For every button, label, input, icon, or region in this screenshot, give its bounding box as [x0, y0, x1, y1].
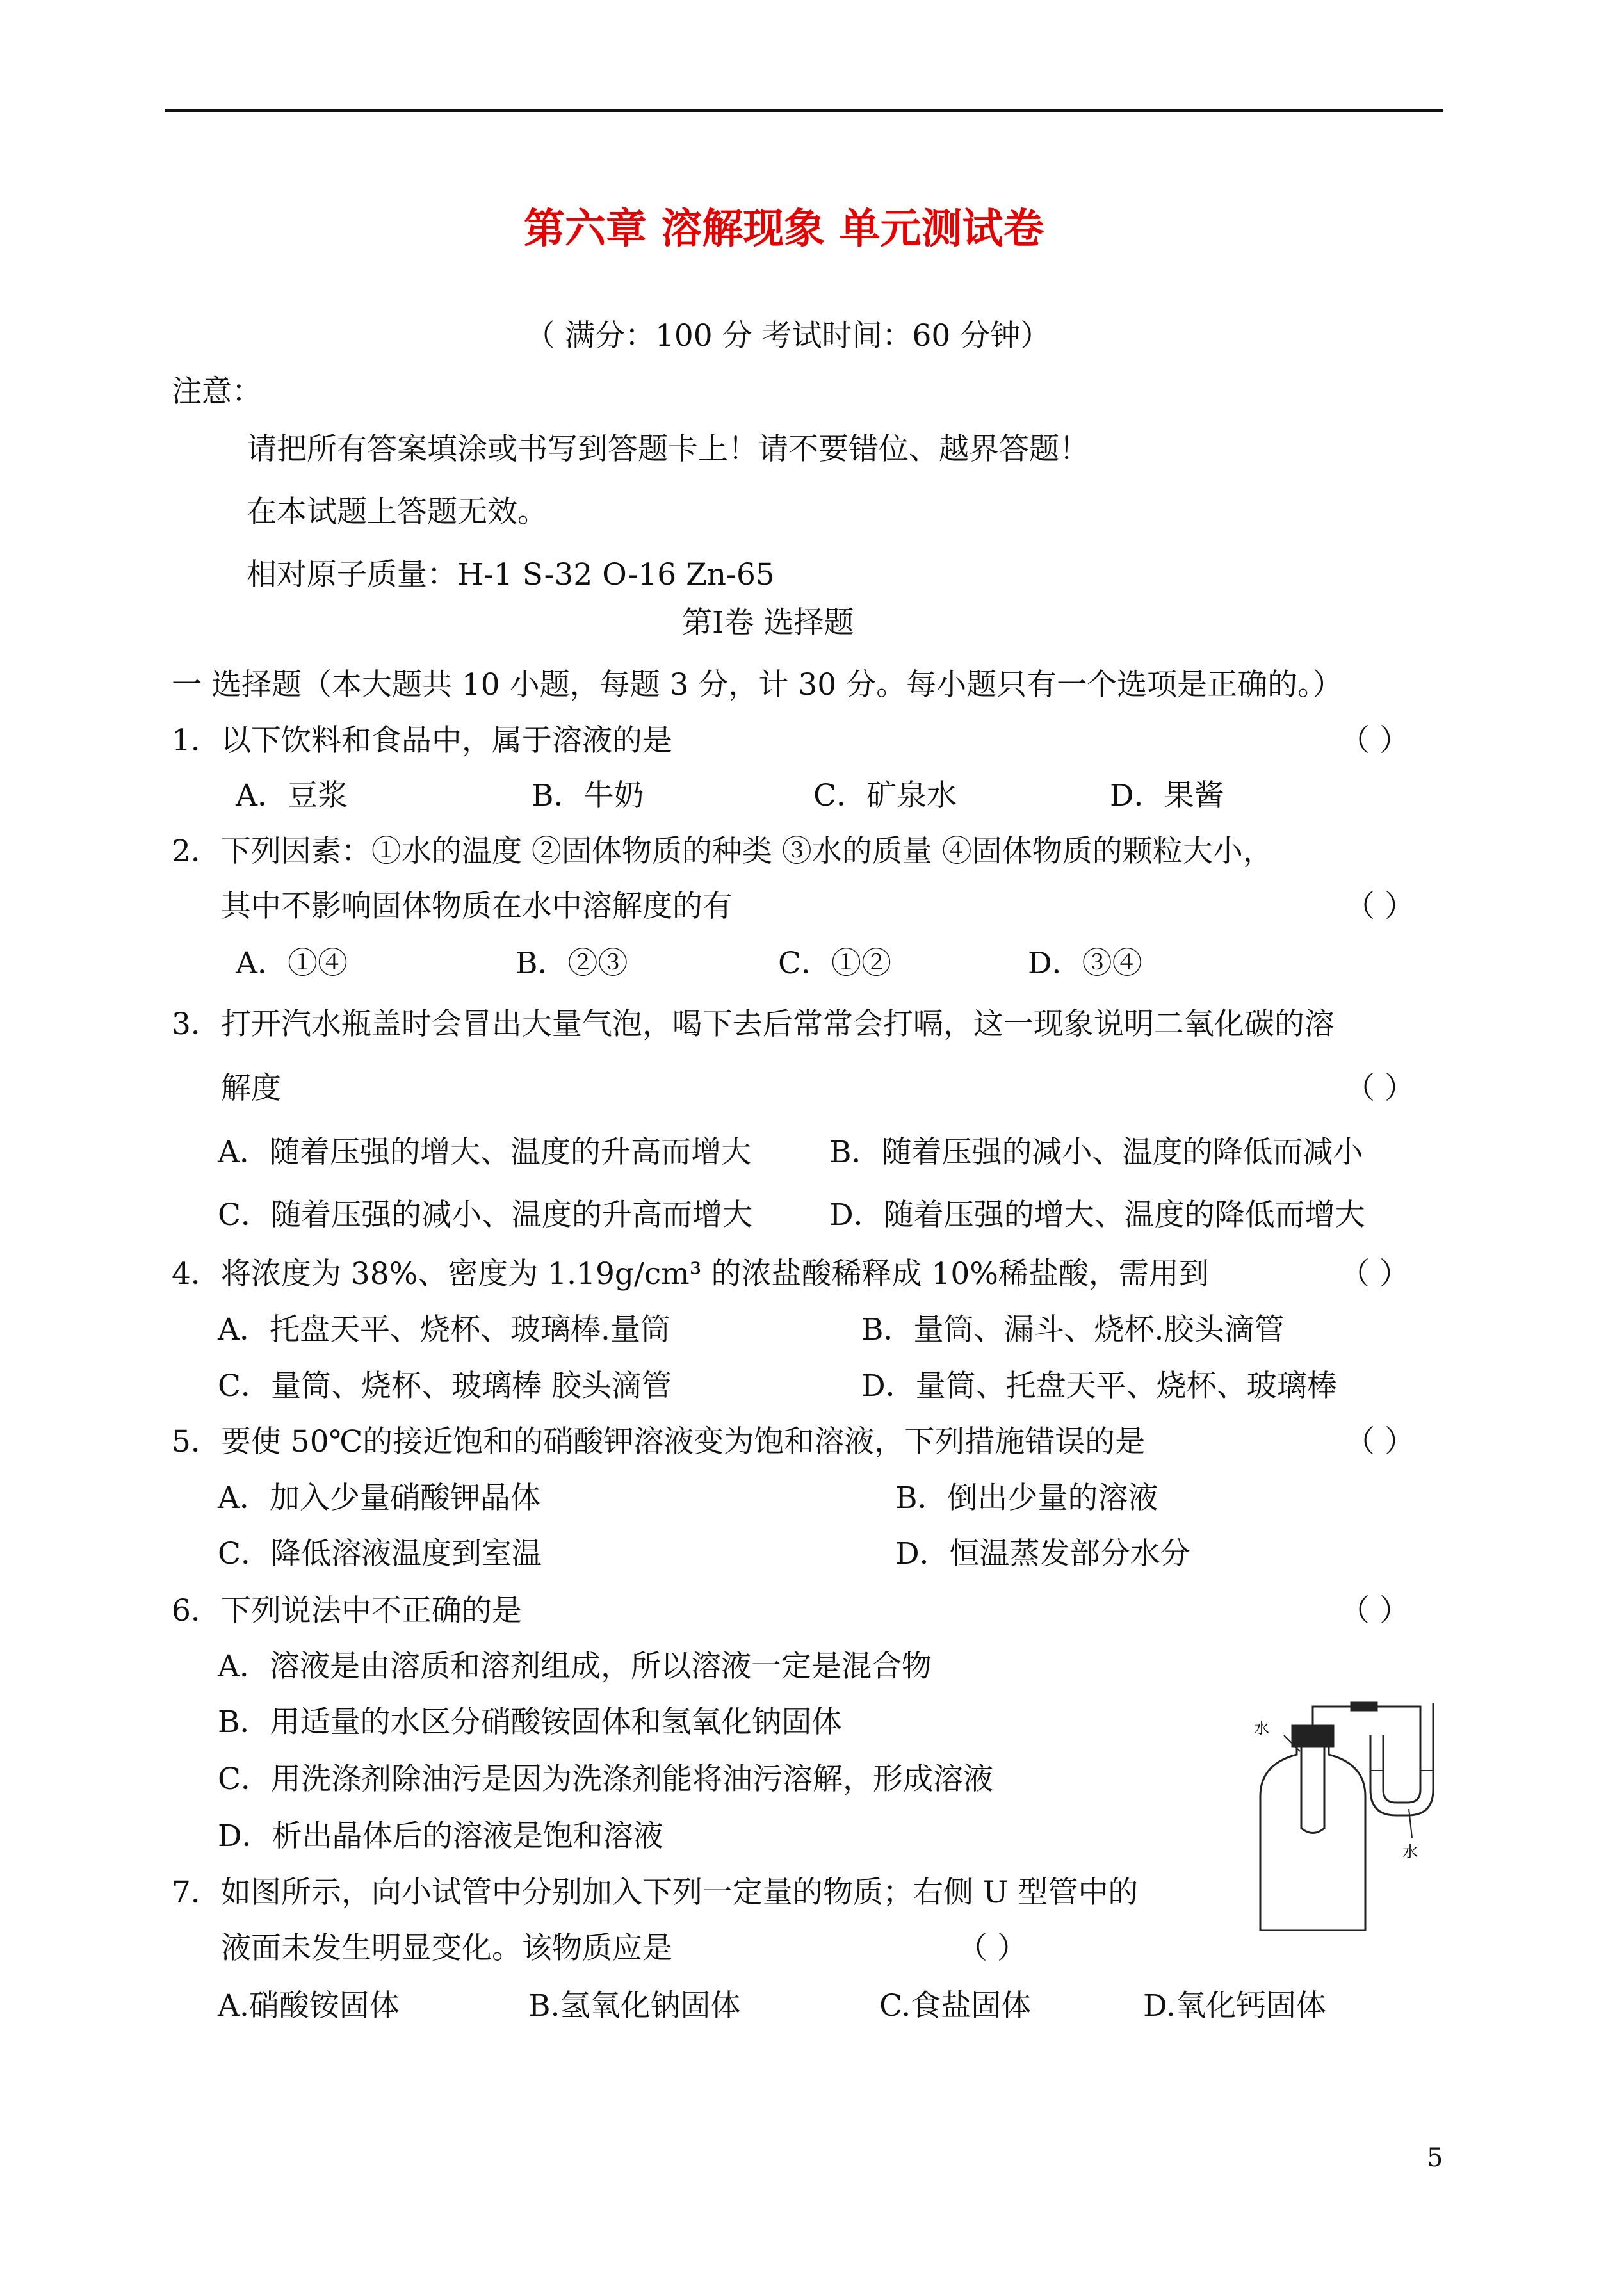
- bottle-outline: [1260, 1745, 1365, 1931]
- option-d: D．恒温蒸发部分水分: [895, 1536, 1190, 1571]
- answer-blank: （ ）: [1345, 1071, 1415, 1106]
- option-a: A．豆浆: [236, 778, 348, 813]
- option-b: B．用适量的水区分硝酸铵固体和氢氧化钠固体: [218, 1705, 842, 1740]
- question-1-stem: 1．以下饮料和食品中，属于溶液的是: [172, 723, 672, 758]
- question-7-stem-cont: 液面未发生明显变化。该物质应是: [221, 1931, 672, 1966]
- option-c: C.食盐固体: [879, 1988, 1032, 2023]
- option-d: D．析出晶体后的溶液是饱和溶液: [218, 1819, 663, 1854]
- question-5-stem: 5．要使 50℃的接近饱和的硝酸钾溶液变为饱和溶液，下列措施错误的是: [172, 1424, 1146, 1459]
- option-c: C．用洗涤剂除油污是因为洗涤剂能将油污溶解，形成溶液: [218, 1762, 993, 1797]
- option-a: A.硝酸铵固体: [218, 1988, 400, 2023]
- option-c: C．量筒、烧杯、玻璃棒 胶头滴管: [218, 1368, 672, 1404]
- option-d: D．量筒、托盘天平、烧杯、玻璃棒: [861, 1368, 1337, 1404]
- stopper: [1292, 1726, 1333, 1746]
- figure-label-water-left: 水: [1254, 1719, 1269, 1737]
- option-b: B．量筒、漏斗、烧杯.胶头滴管: [861, 1312, 1285, 1347]
- option-c: C．随着压强的减小、温度的升高而增大: [218, 1197, 752, 1233]
- question-2-stem: 2．下列因素：①水的温度 ②固体物质的种类 ③水的质量 ④固体物质的颗粒大小，: [172, 834, 1273, 869]
- answer-blank: （ ）: [1345, 889, 1415, 924]
- option-d: D．③④: [1028, 946, 1142, 981]
- section-heading: 一 选择题（本大题共 10 小题，每题 3 分，计 30 分。每小题只有一个选项是正确的。）: [172, 667, 1343, 702]
- notice-line-1: 请把所有答案填涂或书写到答题卡上！请不要错位、越界答题！: [247, 432, 1089, 467]
- answer-blank: （ ）: [957, 1931, 1027, 1966]
- test-tube: [1301, 1746, 1324, 1833]
- notice-line-2: 在本试题上答题无效。: [247, 494, 548, 530]
- question-3-stem: 3．打开汽水瓶盖时会冒出大量气泡，喝下去后常常会打嗝，这一现象说明二氧化碳的溶: [172, 1007, 1335, 1042]
- u-tube-outer: [1370, 1703, 1433, 1815]
- header-rule: [165, 109, 1443, 112]
- option-c: C．矿泉水: [813, 778, 957, 813]
- option-a: A．托盘天平、烧杯、玻璃棒.量筒: [218, 1312, 670, 1347]
- option-b: B.氢氧化钠固体: [528, 1988, 741, 2023]
- option-a: A．加入少量硝酸钾晶体: [218, 1480, 540, 1516]
- option-a: A．溶液是由溶质和溶剂组成，所以溶液一定是混合物: [218, 1649, 932, 1684]
- option-a: A．①④: [236, 946, 348, 981]
- question-7-stem: 7．如图所示，向小试管中分别加入下列一定量的物质；右侧 U 型管中的: [172, 1875, 1139, 1910]
- question-6-stem: 6．下列说法中不正确的是: [172, 1593, 522, 1628]
- figure-label-water-right: 水: [1402, 1843, 1418, 1861]
- option-b: B．随着压强的减小、温度的降低而减小: [829, 1135, 1363, 1170]
- apparatus-figure: [1249, 1700, 1441, 1931]
- option-d: D．随着压强的增大、温度的降低而增大: [829, 1197, 1365, 1233]
- option-c: C．①②: [778, 946, 891, 981]
- exam-title: 第六章 溶解现象 单元测试卷: [524, 206, 1044, 253]
- label-leader-right: [1409, 1809, 1412, 1838]
- option-b: B．②③: [516, 946, 628, 981]
- question-4-stem: 4．将浓度为 38%、密度为 1.19g/cm³ 的浓盐酸稀释成 10%稀盐酸，需用到: [172, 1256, 1209, 1292]
- option-a: A．随着压强的增大、温度的升高而增大: [218, 1135, 751, 1170]
- atomic-masses: 相对原子质量：H-1 S-32 O-16 Zn-65: [247, 557, 775, 592]
- question-2-stem-cont: 其中不影响固体物质在水中溶解度的有: [221, 889, 733, 924]
- option-d: D．果酱: [1110, 778, 1224, 813]
- page-number: 5: [1427, 2143, 1443, 2173]
- option-b: B．倒出少量的溶液: [895, 1480, 1158, 1516]
- answer-blank: （ ）: [1340, 1256, 1409, 1292]
- question-3-stem-cont: 解度: [221, 1071, 281, 1106]
- tube-connector: [1351, 1703, 1377, 1710]
- answer-blank: （ ）: [1345, 1424, 1415, 1459]
- option-c: C．降低溶液温度到室温: [218, 1536, 542, 1571]
- answer-blank: （ ）: [1340, 1593, 1409, 1628]
- answer-blank: （ ）: [1340, 723, 1409, 758]
- option-d: D.氧化钙固体: [1143, 1988, 1326, 2023]
- option-b: B．牛奶: [532, 778, 644, 813]
- exam-subtitle: （ 满分：100 分 考试时间：60 分钟）: [525, 318, 1051, 353]
- notice-label: 注意：: [172, 374, 262, 409]
- volume-heading: 第Ⅰ卷 选择题: [682, 605, 854, 640]
